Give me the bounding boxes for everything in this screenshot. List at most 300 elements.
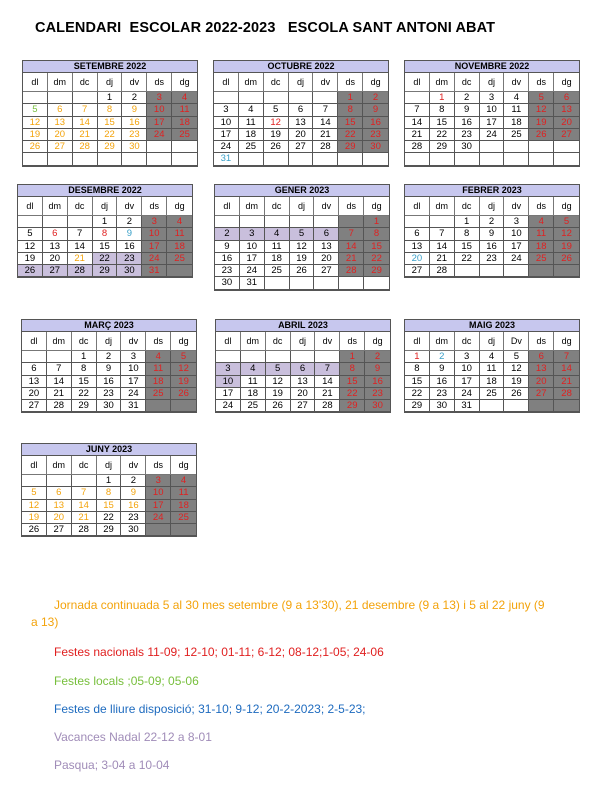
- day-cell: 1: [430, 92, 455, 104]
- day-cell: 19: [18, 253, 43, 265]
- day-cell: 19: [22, 512, 47, 524]
- day-cell: 28: [339, 265, 364, 277]
- day-cell: 2: [455, 92, 480, 104]
- day-cell: 30: [365, 400, 390, 412]
- weekday-label: dj: [480, 332, 505, 351]
- day-cell: 5: [504, 351, 529, 363]
- day-cell: 12: [22, 500, 47, 512]
- day-cell: 16: [215, 253, 240, 265]
- weekday-label: dv: [121, 332, 146, 351]
- day-cell: 16: [363, 117, 388, 129]
- day-cell: 30: [122, 141, 147, 153]
- day-cell: 23: [122, 129, 147, 141]
- day-cell: 4: [172, 92, 197, 104]
- weekday-label: dj: [98, 73, 123, 92]
- day-cell: 6: [48, 104, 73, 116]
- weekday-label: dc: [68, 197, 93, 216]
- weekday-label: dl: [216, 332, 241, 351]
- day-cell: 24: [240, 265, 265, 277]
- day-cell: 10: [455, 363, 480, 375]
- month-header: NOVEMBRE 2022: [405, 61, 579, 73]
- day-cell: 1: [455, 216, 480, 228]
- day-cell: 14: [68, 241, 93, 253]
- day-cell: 28: [554, 388, 579, 400]
- day-cell: 5: [264, 104, 289, 116]
- day-cell: 25: [167, 253, 192, 265]
- day-cell: 21: [68, 253, 93, 265]
- day-cell: 17: [142, 241, 167, 253]
- day-cell: 3: [214, 104, 239, 116]
- day-cell: [216, 351, 241, 363]
- days-grid: [216, 351, 390, 412]
- month-header: MAIG 2023: [405, 320, 579, 332]
- month-calendar-febrer: [404, 184, 580, 278]
- day-cell: [504, 265, 529, 277]
- day-cell: 30: [430, 400, 455, 412]
- day-cell: 12: [266, 376, 291, 388]
- day-cell: 2: [365, 351, 390, 363]
- day-cell: [172, 153, 197, 165]
- weekday-label: ds: [142, 197, 167, 216]
- day-cell: [146, 524, 171, 536]
- weekday-label: dg: [554, 197, 579, 216]
- day-cell: 6: [314, 228, 339, 240]
- day-cell: 22: [97, 512, 122, 524]
- day-cell: 9: [122, 104, 147, 116]
- weekday-header-row: [22, 332, 196, 351]
- month-calendar-setembre: [22, 60, 198, 167]
- day-cell: 22: [72, 388, 97, 400]
- day-cell: [363, 153, 388, 165]
- day-cell: 8: [97, 487, 122, 499]
- day-cell: 3: [121, 351, 146, 363]
- day-cell: [339, 277, 364, 289]
- day-cell: 6: [289, 104, 314, 116]
- day-cell: 7: [313, 104, 338, 116]
- day-cell: 19: [504, 376, 529, 388]
- day-cell: 16: [430, 376, 455, 388]
- weekday-label: dj: [97, 332, 122, 351]
- day-cell: 11: [504, 104, 529, 116]
- weekday-label: dc: [72, 456, 97, 475]
- day-cell: 26: [554, 253, 579, 265]
- weekday-label: dj: [289, 73, 314, 92]
- legend-festes-nacionals: Festes nacionals 11-09; 12-10; 01-11; 6-12; 08-12;1-05; 24-06: [54, 645, 384, 659]
- month-header: SETEMBRE 2022: [23, 61, 197, 73]
- day-cell: [480, 265, 505, 277]
- day-cell: [22, 475, 47, 487]
- weekday-label: dm: [241, 332, 266, 351]
- weekday-label: ds: [529, 73, 554, 92]
- weekday-header-row: [405, 332, 579, 351]
- weekday-label: ds: [146, 456, 171, 475]
- day-cell: 6: [405, 228, 430, 240]
- day-cell: 12: [18, 241, 43, 253]
- day-cell: 1: [405, 351, 430, 363]
- day-cell: 20: [554, 117, 579, 129]
- day-cell: 18: [241, 388, 266, 400]
- day-cell: 13: [47, 500, 72, 512]
- day-cell: 21: [430, 253, 455, 265]
- legend-festes-locals: Festes locals ;05-09; 05-06: [54, 674, 199, 688]
- day-cell: [313, 92, 338, 104]
- month-header: ABRIL 2023: [216, 320, 390, 332]
- day-cell: 9: [117, 228, 142, 240]
- day-cell: 1: [364, 216, 389, 228]
- day-cell: 4: [241, 363, 266, 375]
- weekday-label: dc: [455, 73, 480, 92]
- weekday-label: dl: [214, 73, 239, 92]
- legend-pasqua: Pasqua; 3-04 a 10-04: [54, 758, 170, 772]
- days-grid: [405, 216, 579, 277]
- day-cell: [480, 153, 505, 165]
- weekday-label: dj: [480, 73, 505, 92]
- day-cell: 2: [215, 228, 240, 240]
- day-cell: 16: [480, 241, 505, 253]
- weekday-label: dc: [72, 332, 97, 351]
- day-cell: [529, 153, 554, 165]
- weekday-label: dm: [43, 197, 68, 216]
- day-cell: [23, 153, 48, 165]
- day-cell: 16: [122, 117, 147, 129]
- day-cell: 12: [529, 104, 554, 116]
- day-cell: 24: [121, 388, 146, 400]
- day-cell: [364, 277, 389, 289]
- days-grid: [18, 216, 192, 277]
- weekday-label: dm: [239, 73, 264, 92]
- day-cell: 30: [215, 277, 240, 289]
- days-grid: [405, 92, 579, 166]
- day-cell: 26: [171, 388, 196, 400]
- day-cell: 1: [98, 92, 123, 104]
- day-cell: 4: [480, 351, 505, 363]
- day-cell: 29: [430, 141, 455, 153]
- day-cell: 29: [338, 141, 363, 153]
- month-calendar-marc: [21, 319, 197, 413]
- day-cell: 21: [405, 129, 430, 141]
- day-cell: 1: [93, 216, 118, 228]
- day-cell: 30: [363, 141, 388, 153]
- day-cell: [430, 216, 455, 228]
- month-header: FEBRER 2023: [405, 185, 579, 197]
- day-cell: 10: [240, 241, 265, 253]
- day-cell: 13: [289, 117, 314, 129]
- day-cell: 7: [554, 351, 579, 363]
- weekday-label: dj: [480, 197, 505, 216]
- day-cell: 19: [23, 129, 48, 141]
- day-cell: [264, 153, 289, 165]
- day-cell: 7: [339, 228, 364, 240]
- day-cell: 22: [338, 129, 363, 141]
- day-cell: 22: [93, 253, 118, 265]
- day-cell: [167, 265, 192, 277]
- day-cell: 23: [97, 388, 122, 400]
- day-cell: [98, 153, 123, 165]
- day-cell: 9: [121, 487, 146, 499]
- day-cell: 17: [455, 376, 480, 388]
- day-cell: [430, 153, 455, 165]
- day-cell: 5: [266, 363, 291, 375]
- day-cell: 17: [146, 500, 171, 512]
- day-cell: 14: [73, 117, 98, 129]
- weekday-header-row: [214, 73, 388, 92]
- day-cell: 11: [529, 228, 554, 240]
- day-cell: 23: [480, 253, 505, 265]
- day-cell: 28: [72, 524, 97, 536]
- weekday-label: dg: [167, 197, 192, 216]
- weekday-header-row: [216, 332, 390, 351]
- day-cell: 12: [264, 117, 289, 129]
- weekday-label: dg: [554, 73, 579, 92]
- day-cell: 2: [480, 216, 505, 228]
- day-cell: 16: [365, 376, 390, 388]
- day-cell: 11: [241, 376, 266, 388]
- day-cell: 5: [554, 216, 579, 228]
- day-cell: 28: [430, 265, 455, 277]
- day-cell: 29: [72, 400, 97, 412]
- day-cell: 15: [430, 117, 455, 129]
- weekday-label: dv: [313, 73, 338, 92]
- day-cell: 18: [172, 117, 197, 129]
- day-cell: 27: [314, 265, 339, 277]
- day-cell: 9: [430, 363, 455, 375]
- day-cell: 12: [23, 117, 48, 129]
- day-cell: [265, 216, 290, 228]
- weekday-label: dm: [430, 197, 455, 216]
- day-cell: 7: [68, 228, 93, 240]
- day-cell: 13: [314, 241, 339, 253]
- day-cell: [339, 216, 364, 228]
- day-cell: 15: [93, 241, 118, 253]
- day-cell: 7: [430, 228, 455, 240]
- day-cell: 20: [314, 253, 339, 265]
- days-grid: [23, 92, 197, 166]
- day-cell: 23: [455, 129, 480, 141]
- day-cell: 11: [146, 363, 171, 375]
- day-cell: 31: [240, 277, 265, 289]
- day-cell: 1: [338, 92, 363, 104]
- day-cell: 6: [529, 351, 554, 363]
- day-cell: [315, 351, 340, 363]
- weekday-label: dv: [314, 197, 339, 216]
- day-cell: 21: [315, 388, 340, 400]
- day-cell: [504, 153, 529, 165]
- day-cell: 25: [265, 265, 290, 277]
- weekday-label: dg: [365, 332, 390, 351]
- day-cell: 23: [430, 388, 455, 400]
- day-cell: [47, 351, 72, 363]
- month-calendar-octubre: [213, 60, 389, 167]
- day-cell: [480, 400, 505, 412]
- day-cell: 26: [290, 265, 315, 277]
- day-cell: [554, 153, 579, 165]
- weekday-label: dg: [171, 332, 196, 351]
- day-cell: 20: [22, 388, 47, 400]
- day-cell: 15: [98, 117, 123, 129]
- day-cell: 6: [22, 363, 47, 375]
- day-cell: [529, 265, 554, 277]
- day-cell: 11: [167, 228, 192, 240]
- day-cell: 11: [239, 117, 264, 129]
- day-cell: 9: [363, 104, 388, 116]
- day-cell: 13: [554, 104, 579, 116]
- weekday-label: ds: [340, 332, 365, 351]
- day-cell: 19: [290, 253, 315, 265]
- day-cell: 23: [365, 388, 390, 400]
- weekday-header-row: [405, 197, 579, 216]
- day-cell: 10: [147, 104, 172, 116]
- day-cell: 26: [23, 141, 48, 153]
- day-cell: 17: [480, 117, 505, 129]
- weekday-label: ds: [147, 73, 172, 92]
- day-cell: 19: [529, 117, 554, 129]
- day-cell: 29: [340, 400, 365, 412]
- day-cell: [239, 153, 264, 165]
- day-cell: 19: [554, 241, 579, 253]
- day-cell: 27: [289, 141, 314, 153]
- day-cell: 13: [405, 241, 430, 253]
- day-cell: 15: [97, 500, 122, 512]
- day-cell: 1: [340, 351, 365, 363]
- day-cell: 15: [455, 241, 480, 253]
- weekday-header-row: [405, 73, 579, 92]
- legend-vacances-nadal: Vacances Nadal 22-12 a 8-01: [54, 730, 212, 744]
- day-cell: 6: [291, 363, 316, 375]
- day-cell: [122, 153, 147, 165]
- day-cell: 27: [554, 129, 579, 141]
- day-cell: 23: [363, 129, 388, 141]
- day-cell: 21: [554, 376, 579, 388]
- day-cell: [72, 475, 97, 487]
- day-cell: [43, 216, 68, 228]
- month-calendar-maig: [404, 319, 580, 413]
- day-cell: [554, 141, 579, 153]
- day-cell: 29: [93, 265, 118, 277]
- day-cell: 22: [98, 129, 123, 141]
- day-cell: 4: [529, 216, 554, 228]
- day-cell: 5: [529, 92, 554, 104]
- day-cell: 27: [291, 400, 316, 412]
- day-cell: [172, 141, 197, 153]
- day-cell: 8: [430, 104, 455, 116]
- day-cell: 14: [430, 241, 455, 253]
- day-cell: 27: [47, 524, 72, 536]
- weekday-label: dl: [22, 456, 47, 475]
- weekday-label: dv: [315, 332, 340, 351]
- weekday-label: ds: [529, 197, 554, 216]
- day-cell: [554, 400, 579, 412]
- weekday-header-row: [22, 456, 196, 475]
- day-cell: 8: [338, 104, 363, 116]
- day-cell: 24: [504, 253, 529, 265]
- day-cell: [239, 92, 264, 104]
- day-cell: 2: [430, 351, 455, 363]
- day-cell: 27: [48, 141, 73, 153]
- day-cell: 22: [364, 253, 389, 265]
- day-cell: [290, 216, 315, 228]
- day-cell: 7: [73, 104, 98, 116]
- day-cell: 6: [47, 487, 72, 499]
- day-cell: 6: [43, 228, 68, 240]
- weekday-label: dc: [266, 332, 291, 351]
- day-cell: 28: [405, 141, 430, 153]
- day-cell: [314, 277, 339, 289]
- day-cell: 12: [171, 363, 196, 375]
- day-cell: 4: [167, 216, 192, 228]
- day-cell: [314, 216, 339, 228]
- weekday-label: dv: [121, 456, 146, 475]
- day-cell: [405, 216, 430, 228]
- day-cell: 14: [339, 241, 364, 253]
- day-cell: 5: [290, 228, 315, 240]
- day-cell: 14: [72, 500, 97, 512]
- day-cell: 10: [504, 228, 529, 240]
- day-cell: 5: [23, 104, 48, 116]
- day-cell: [22, 351, 47, 363]
- days-grid: [405, 351, 579, 412]
- day-cell: [313, 153, 338, 165]
- day-cell: 18: [239, 129, 264, 141]
- day-cell: 25: [146, 388, 171, 400]
- day-cell: 2: [363, 92, 388, 104]
- day-cell: 13: [529, 363, 554, 375]
- day-cell: [290, 277, 315, 289]
- weekday-label: dc: [264, 73, 289, 92]
- day-cell: [68, 216, 93, 228]
- day-cell: 29: [405, 400, 430, 412]
- day-cell: 1: [72, 351, 97, 363]
- day-cell: 11: [480, 363, 505, 375]
- day-cell: 30: [117, 265, 142, 277]
- day-cell: 22: [340, 388, 365, 400]
- day-cell: 26: [266, 400, 291, 412]
- day-cell: [73, 153, 98, 165]
- weekday-label: dm: [430, 73, 455, 92]
- day-cell: 10: [146, 487, 171, 499]
- day-cell: 3: [147, 92, 172, 104]
- day-cell: 7: [47, 363, 72, 375]
- day-cell: 20: [47, 512, 72, 524]
- day-cell: 24: [142, 253, 167, 265]
- month-calendar-desembre: [17, 184, 193, 278]
- month-header: JUNY 2023: [22, 444, 196, 456]
- day-cell: 13: [22, 376, 47, 388]
- day-cell: 24: [216, 400, 241, 412]
- day-cell: 4: [171, 475, 196, 487]
- day-cell: 19: [264, 129, 289, 141]
- day-cell: 9: [215, 241, 240, 253]
- day-cell: 3: [455, 351, 480, 363]
- day-cell: 3: [480, 92, 505, 104]
- weekday-label: dm: [47, 456, 72, 475]
- month-header: DESEMBRE 2022: [18, 185, 192, 197]
- day-cell: 23: [117, 253, 142, 265]
- day-cell: 21: [313, 129, 338, 141]
- day-cell: 30: [455, 141, 480, 153]
- day-cell: 18: [146, 376, 171, 388]
- day-cell: 24: [146, 512, 171, 524]
- day-cell: 15: [340, 376, 365, 388]
- weekday-header-row: [23, 73, 197, 92]
- day-cell: 8: [93, 228, 118, 240]
- day-cell: 14: [554, 363, 579, 375]
- day-cell: 3: [504, 216, 529, 228]
- weekday-label: Dv: [504, 332, 529, 351]
- weekday-label: dg: [172, 73, 197, 92]
- day-cell: 29: [97, 524, 122, 536]
- day-cell: 4: [504, 92, 529, 104]
- month-header: MARÇ 2023: [22, 320, 196, 332]
